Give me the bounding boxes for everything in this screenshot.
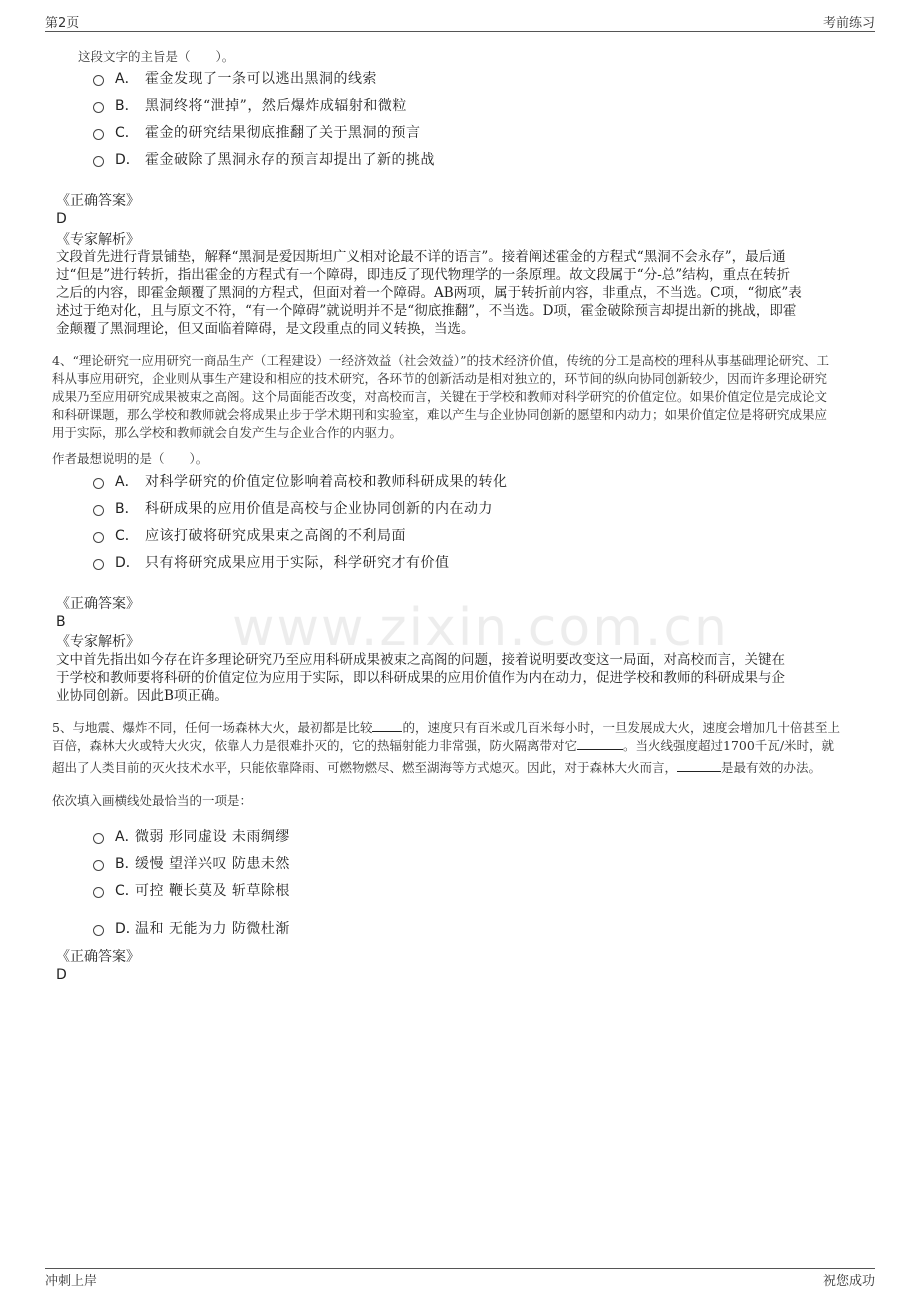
q5-option-c[interactable]: C． 可控 鞭长莫及 斩草除根 [93, 880, 290, 900]
radio-icon[interactable] [93, 925, 104, 936]
page-footer [45, 1270, 875, 1289]
radio-icon[interactable] [93, 129, 104, 140]
q4-answer: B [56, 614, 66, 630]
q5-answer-label: 《正确答案》 [56, 949, 140, 965]
q5-option-d[interactable]: D． 温和 无能为力 防微杜渐 [93, 918, 290, 938]
radio-icon[interactable] [93, 833, 104, 844]
q3-answer: D [56, 211, 67, 227]
radio-icon[interactable] [93, 887, 104, 898]
q4-option-c[interactable]: C． 应该打破将研究成果束之高阁的不利局面 [93, 525, 406, 545]
page-header [45, 12, 875, 31]
q3-analysis: 文段首先进行背景铺垫，解释“黑洞是爱因斯坦广义相对论最不详的语言”。接着阐述霍金的方程式“黑洞不会永存”，最后通 过“但是”进行转折，指出霍金的方程式有一个障碍，即违反了现代物理学的一条原理。故文段属于“分-总”结构，重点在转折 之后的内容，即霍金颠覆了黑洞的方程式，但面对着一个障碍。AB两项，属于转折前内容，非重点，不当选。C项，“彻底”表 述过于绝对化，且与原文不符，“有一个障碍”就说明并不是“彻底推翻”，不当选。D项，霍金破除预言却提出新的挑战，即霍 金颠覆了黑洞理论，但又面临着障碍，是文段重点的同义转换，当选。 [56, 249, 802, 337]
q4-answer-label: 《正确答案》 [56, 596, 140, 612]
q5-stem: 5、与地震、爆炸不同，任何一场森林大火，最初都是比较 的，速度只有百米或几百米每小时，一旦发展成大火，速度会增加几十倍甚至上 百倍，森林大火或特大火灾，依靠人力是很难扑灭的，它的热辐射能力非常强，防火隔离带对它 。当火线强度超过1700千瓦/米时，就 超出了人类目前的灭火技术水平，只能依靠降雨、可燃物燃尽、燃至湖海等方式熄灭。因此，对于森林大火而言， 是最有效的办法。 [52, 720, 840, 775]
watermark: www.zixin.com.cn [232, 598, 729, 658]
q4-option-b[interactable]: B． 科研成果的应用价值是高校与企业协同创新的内在动力 [93, 498, 493, 518]
radio-icon[interactable] [93, 156, 104, 167]
fill-blank-2 [577, 737, 623, 750]
q3-option-d[interactable]: D． 霍金破除了黑洞永存的预言却提出了新的挑战 [93, 149, 435, 169]
fill-blank-1 [372, 719, 402, 732]
q3-option-c[interactable]: C． 霍金的研究结果彻底推翻了关于黑洞的预言 [93, 122, 421, 142]
q4-analysis-label: 《专家解析》 [56, 634, 140, 650]
footer-left-text: 冲刺上岸 [45, 1274, 98, 1289]
radio-icon[interactable] [93, 860, 104, 871]
q3-answer-label: 《正确答案》 [56, 193, 140, 209]
radio-icon[interactable] [93, 532, 104, 543]
q4-analysis: 文中首先指出如今存在许多理论研究乃至应用科研成果被束之高阁的问题，接着说明要改变这一局面，对高校而言，关键在 于学校和教师要将科研的价值定位为应用于实际，即以科研成果的应用价值作为内在动力，促进学校和教师的科研成果与企 业协同创新。因此B项正确。 [56, 652, 785, 704]
q3-stem: 这段文字的主旨是（ ）。 [78, 49, 235, 64]
q5-answer: D [56, 967, 67, 983]
q4-stem: 4、“理论研究一应用研究一商品生产（工程建设）一经济效益（社会效益）”的技术经济价值，传统的分工是高校的理科从事基础理论研究、工 科从事应用研究，企业则从事生产建设和相应的技术研究，各环节的创新活动是相对独立的，环节间的纵向协同创新较少，因而许多理论研究 成果乃至应用研究成果被束之高阁。这个局面能否改变，对高校而言，关键在于学校和教师对科学研究的价值定位。如果价值定位是完成论文 和科研课题，那么学校和教师就会将成果止步于学术期刊和实验室，难以产生与企业协同创新的愿望和内动力；如果价值定位是将研究成果应 用于实际，那么学校和教师就会自发产生与企业合作的内驱力。 [52, 353, 829, 440]
radio-icon[interactable] [93, 102, 104, 113]
q5-option-a[interactable]: A． 微弱 形同虚设 未雨绸缪 [93, 826, 290, 846]
radio-icon[interactable] [93, 75, 104, 86]
q3-analysis-label: 《专家解析》 [56, 232, 140, 248]
header-divider [45, 31, 875, 32]
footer-right-text: 祝您成功 [822, 1274, 875, 1289]
q4-option-a[interactable]: A． 对科学研究的价值定位影响着高校和教师科研成果的转化 [93, 471, 508, 491]
q4-question: 作者最想说明的是（ ）。 [52, 451, 209, 466]
footer-divider [45, 1268, 875, 1269]
page-number: 第2页 [45, 16, 80, 31]
radio-icon[interactable] [93, 505, 104, 516]
radio-icon[interactable] [93, 478, 104, 489]
q5-question: 依次填入画横线处最恰当的一项是： [52, 793, 253, 808]
q3-option-a[interactable]: A． 霍金发现了一条可以逃出黑洞的线索 [93, 68, 377, 88]
header-title: 考前练习 [822, 16, 875, 31]
q3-option-b[interactable]: B． 黑洞终将“泄掉”，然后爆炸成辐射和微粒 [93, 95, 407, 115]
q4-option-d[interactable]: D． 只有将研究成果应用于实际，科学研究才有价值 [93, 552, 450, 572]
radio-icon[interactable] [93, 559, 104, 570]
fill-blank-3 [677, 759, 721, 772]
q5-option-b[interactable]: B． 缓慢 望洋兴叹 防患未然 [93, 853, 290, 873]
